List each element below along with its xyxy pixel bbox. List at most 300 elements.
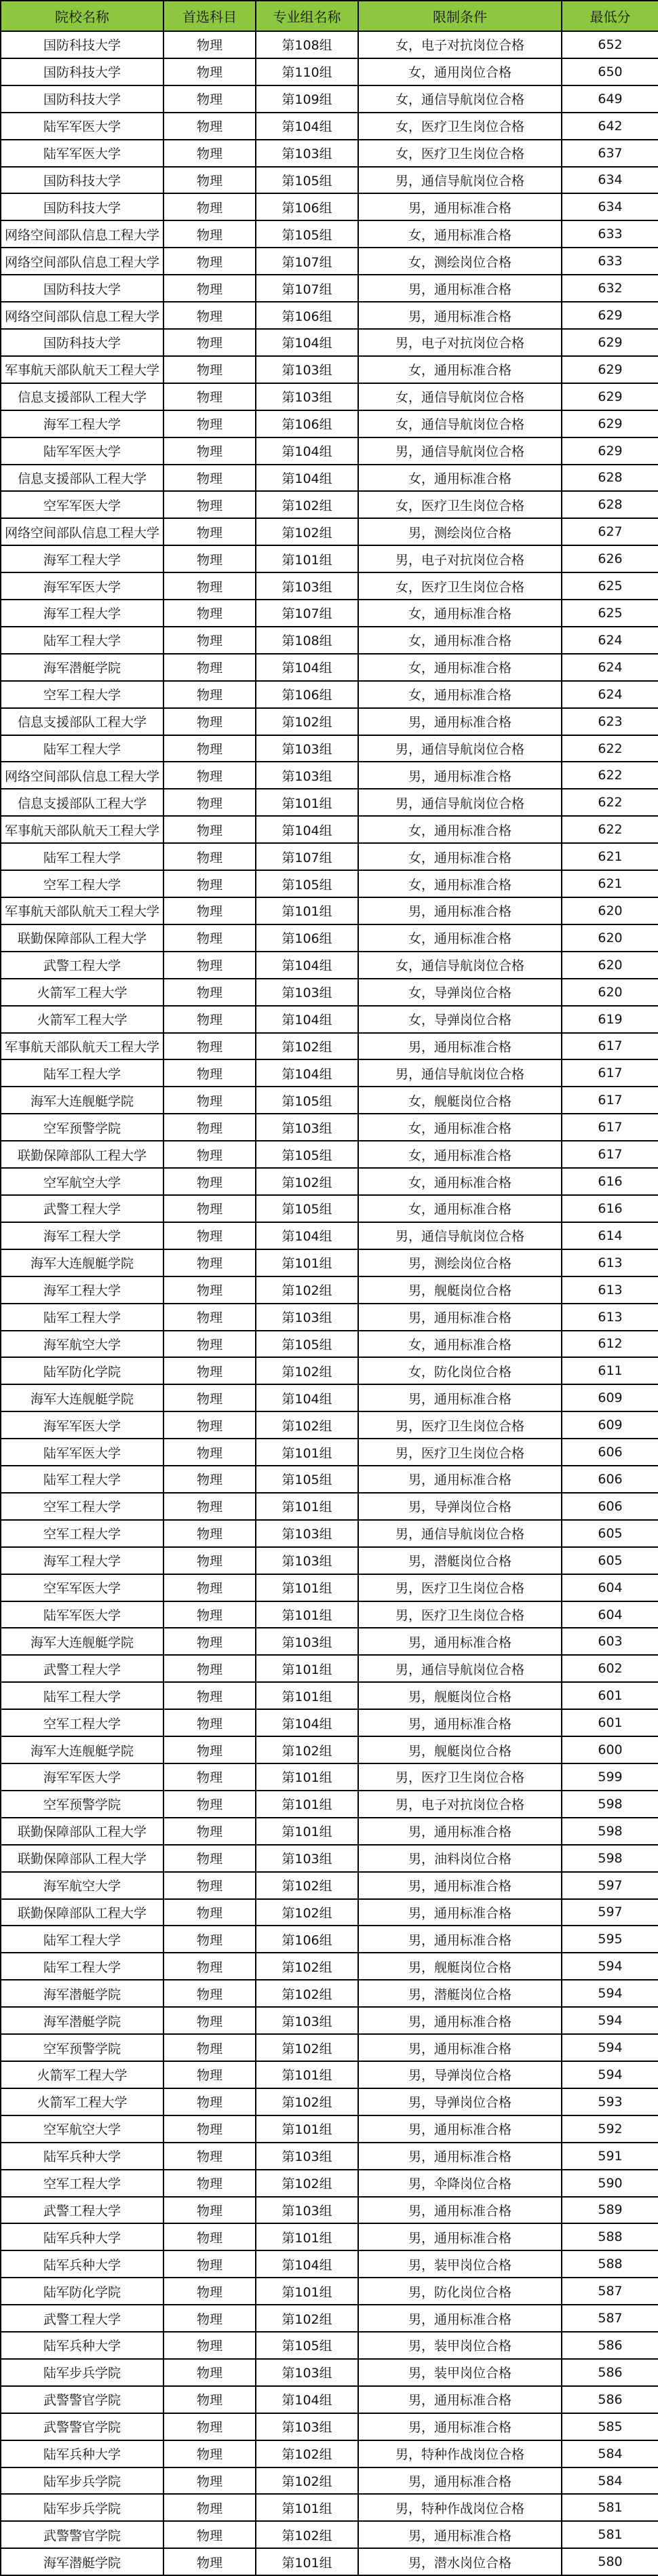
cell-condition: 女，通用标准合格	[358, 843, 562, 870]
cell-group: 第104组	[256, 2250, 358, 2278]
cell-min-score: 617	[562, 1141, 658, 1168]
table-row	[1, 1466, 658, 1493]
cell-subject: 物理	[163, 1520, 256, 1547]
cell-condition: 男，通用标准合格	[358, 897, 562, 924]
cell-group: 第101组	[256, 1791, 358, 1818]
cell-condition: 女，通用标准合格	[358, 1114, 562, 1141]
cell-subject: 物理	[163, 1059, 256, 1087]
table-row	[1, 2386, 658, 2413]
cell-school: 空军预警学院	[1, 1791, 163, 1818]
table-row	[1, 167, 658, 194]
table-row	[1, 1439, 658, 1466]
table-row	[1, 113, 658, 140]
cell-subject: 物理	[163, 1628, 256, 1655]
cell-subject: 物理	[163, 1195, 256, 1222]
cell-subject: 物理	[163, 2250, 256, 2278]
cell-condition: 女，医疗卫生岗位合格	[358, 140, 562, 167]
cell-min-score: 629	[562, 356, 658, 383]
cell-school: 网络空间部队信息工程大学	[1, 762, 163, 789]
cell-subject: 物理	[163, 816, 256, 843]
cell-condition: 女，通用标准合格	[358, 924, 562, 952]
cell-condition: 男，测绘岗位合格	[358, 1249, 562, 1276]
cell-school: 陆军兵种大学	[1, 2250, 163, 2278]
cell-group: 第102组	[256, 1872, 358, 1899]
table-body	[1, 31, 658, 2575]
cell-condition: 男，舰艇岗位合格	[358, 1953, 562, 1980]
cell-subject: 物理	[163, 2278, 256, 2305]
table-row	[1, 2413, 658, 2440]
cell-subject: 物理	[163, 58, 256, 85]
cell-group: 第107组	[256, 600, 358, 627]
cell-school: 国防科技大学	[1, 275, 163, 302]
cell-condition: 女，通用标准合格	[358, 1141, 562, 1168]
table-row	[1, 2332, 658, 2359]
cell-min-score: 625	[562, 600, 658, 627]
cell-group: 第103组	[256, 735, 358, 762]
cell-condition: 男，装甲岗位合格	[358, 2359, 562, 2386]
cell-group: 第104组	[256, 1709, 358, 1736]
cell-condition: 女，通用标准合格	[358, 870, 562, 897]
cell-condition: 女，通用标准合格	[358, 816, 562, 843]
table-row	[1, 1384, 658, 1411]
table-row	[1, 600, 658, 627]
cell-school: 空军军医大学	[1, 491, 163, 518]
cell-min-score: 591	[562, 2143, 658, 2170]
cell-subject: 物理	[163, 1493, 256, 1520]
table-row	[1, 31, 658, 58]
cell-school: 武警工程大学	[1, 2305, 163, 2332]
cell-subject: 物理	[163, 952, 256, 979]
cell-school: 海军潜艇学院	[1, 2007, 163, 2034]
table-row	[1, 465, 658, 492]
cell-min-score: 628	[562, 465, 658, 492]
cell-group: 第103组	[256, 1547, 358, 1574]
table-row	[1, 2034, 658, 2061]
cell-group: 第101组	[256, 1818, 358, 1845]
cell-condition: 女，通用标准合格	[358, 1195, 562, 1222]
cell-min-score: 620	[562, 924, 658, 952]
cell-school: 陆军军医大学	[1, 1601, 163, 1628]
cell-group: 第106组	[256, 924, 358, 952]
cell-min-score: 632	[562, 275, 658, 302]
cell-condition: 男，潜艇岗位合格	[358, 1980, 562, 2007]
cell-subject: 物理	[163, 1304, 256, 1331]
cell-school: 陆军兵种大学	[1, 2440, 163, 2467]
cell-subject: 物理	[163, 518, 256, 545]
cell-subject: 物理	[163, 870, 256, 897]
cell-group: 第103组	[256, 383, 358, 410]
cell-subject: 物理	[163, 1033, 256, 1060]
cell-condition: 男，通用标准合格	[358, 1466, 562, 1493]
cell-subject: 物理	[163, 437, 256, 465]
table-row	[1, 654, 658, 681]
table-row	[1, 545, 658, 572]
cell-subject: 物理	[163, 979, 256, 1006]
cell-min-score: 594	[562, 1953, 658, 1980]
cell-school: 陆军兵种大学	[1, 2143, 163, 2170]
cell-group: 第104组	[256, 816, 358, 843]
table-row	[1, 1087, 658, 1114]
cell-condition: 男，通用标准合格	[358, 2413, 562, 2440]
table-row	[1, 1736, 658, 1763]
table-row	[1, 789, 658, 816]
cell-min-score: 629	[562, 329, 658, 356]
table-row	[1, 248, 658, 275]
table-row	[1, 2359, 658, 2386]
cell-condition: 男，装甲岗位合格	[358, 2250, 562, 2278]
cell-group: 第103组	[256, 762, 358, 789]
cell-group: 第104组	[256, 1006, 358, 1033]
cell-school: 陆军工程大学	[1, 1926, 163, 1953]
cell-min-score: 599	[562, 1763, 658, 1791]
header-row	[1, 1, 658, 31]
cell-min-score: 624	[562, 627, 658, 654]
cell-group: 第106组	[256, 1926, 358, 1953]
cell-condition: 女，通信导航岗位合格	[358, 410, 562, 437]
cell-group: 第103组	[256, 572, 358, 600]
table-row	[1, 1331, 658, 1358]
table-row	[1, 708, 658, 735]
table-row	[1, 1791, 658, 1818]
cell-subject: 物理	[163, 2170, 256, 2197]
cell-school: 空军预警学院	[1, 2034, 163, 2061]
cell-group: 第102组	[256, 708, 358, 735]
cell-min-score: 594	[562, 2061, 658, 2088]
cell-min-score: 613	[562, 1249, 658, 1276]
cell-school: 空军航空大学	[1, 2115, 163, 2143]
cell-condition: 男，通用标准合格	[358, 2034, 562, 2061]
cell-school: 海军大连舰艇学院	[1, 1736, 163, 1763]
cell-condition: 女，通用标准合格	[358, 627, 562, 654]
cell-condition: 男，潜水岗位合格	[358, 2548, 562, 2575]
cell-min-score: 622	[562, 762, 658, 789]
cell-group: 第102组	[256, 518, 358, 545]
cell-min-score: 588	[562, 2223, 658, 2250]
cell-subject: 物理	[163, 1980, 256, 2007]
cell-group: 第101组	[256, 1439, 358, 1466]
cell-subject: 物理	[163, 2548, 256, 2575]
cell-condition: 女，通用标准合格	[358, 654, 562, 681]
cell-min-score: 623	[562, 708, 658, 735]
cell-group: 第102组	[256, 1899, 358, 1926]
cell-condition: 男，导弹岗位合格	[358, 2061, 562, 2088]
table-row	[1, 1574, 658, 1601]
cell-min-score: 601	[562, 1682, 658, 1709]
table-row	[1, 2440, 658, 2467]
cell-group: 第102组	[256, 1168, 358, 1195]
cell-min-score: 584	[562, 2440, 658, 2467]
cell-subject: 物理	[163, 2034, 256, 2061]
cell-condition: 男，通用标准合格	[358, 2305, 562, 2332]
cell-condition: 男，舰艇岗位合格	[358, 1682, 562, 1709]
table-row	[1, 356, 658, 383]
cell-group: 第105组	[256, 1087, 358, 1114]
table-row	[1, 437, 658, 465]
cell-subject: 物理	[163, 1709, 256, 1736]
cell-school: 网络空间部队信息工程大学	[1, 220, 163, 248]
cell-group: 第103组	[256, 2359, 358, 2386]
cell-group: 第103组	[256, 140, 358, 167]
cell-condition: 男，通用标准合格	[358, 2143, 562, 2170]
cell-condition: 男，通用标准合格	[358, 2521, 562, 2548]
cell-subject: 物理	[163, 1682, 256, 1709]
cell-school: 武警警官学院	[1, 2413, 163, 2440]
cell-subject: 物理	[163, 1601, 256, 1628]
table-row	[1, 193, 658, 220]
cell-subject: 物理	[163, 2115, 256, 2143]
cell-min-score: 604	[562, 1601, 658, 1628]
cell-min-score: 626	[562, 545, 658, 572]
table-row	[1, 1357, 658, 1384]
cell-school: 武警工程大学	[1, 2197, 163, 2224]
cell-subject: 物理	[163, 600, 256, 627]
table-row	[1, 952, 658, 979]
cell-condition: 女，通用标准合格	[358, 600, 562, 627]
cell-school: 军事航天部队航天工程大学	[1, 1033, 163, 1060]
cell-condition: 女，通用标准合格	[358, 681, 562, 708]
cell-school: 陆军步兵学院	[1, 2494, 163, 2521]
cell-subject: 物理	[163, 2088, 256, 2115]
cell-group: 第103组	[256, 356, 358, 383]
cell-school: 国防科技大学	[1, 58, 163, 85]
cell-group: 第101组	[256, 789, 358, 816]
cell-group: 第103组	[256, 1114, 358, 1141]
cell-subject: 物理	[163, 465, 256, 492]
cell-min-score: 597	[562, 1899, 658, 1926]
cell-group: 第102组	[256, 1411, 358, 1439]
cell-subject: 物理	[163, 708, 256, 735]
cell-condition: 男，通用标准合格	[358, 1818, 562, 1845]
table-row	[1, 2223, 658, 2250]
table-row	[1, 1899, 658, 1926]
cell-school: 信息支援部队工程大学	[1, 708, 163, 735]
cell-condition: 男，通用标准合格	[358, 762, 562, 789]
table-row	[1, 1763, 658, 1791]
cell-group: 第101组	[256, 545, 358, 572]
cell-school: 网络空间部队信息工程大学	[1, 248, 163, 275]
cell-school: 陆军工程大学	[1, 735, 163, 762]
cell-school: 海军潜艇学院	[1, 1980, 163, 2007]
table-row	[1, 1006, 658, 1033]
cell-condition: 男，通用标准合格	[358, 2386, 562, 2413]
table-row	[1, 979, 658, 1006]
cell-condition: 男，通用标准合格	[358, 193, 562, 220]
cell-group: 第103组	[256, 2007, 358, 2034]
cell-subject: 物理	[163, 1763, 256, 1791]
table-row	[1, 870, 658, 897]
cell-group: 第105组	[256, 1466, 358, 1493]
cell-school: 空军工程大学	[1, 1520, 163, 1547]
cell-group: 第102组	[256, 2305, 358, 2332]
cell-subject: 物理	[163, 1818, 256, 1845]
cell-school: 联勤保障部队工程大学	[1, 1899, 163, 1926]
cell-school: 海军工程大学	[1, 600, 163, 627]
table-row	[1, 1114, 658, 1141]
cell-subject: 物理	[163, 1384, 256, 1411]
cell-condition: 女，导弹岗位合格	[358, 1006, 562, 1033]
table-row	[1, 2115, 658, 2143]
cell-subject: 物理	[163, 2494, 256, 2521]
cell-group: 第104组	[256, 952, 358, 979]
cell-school: 武警警官学院	[1, 2521, 163, 2548]
cell-condition: 男，油料岗位合格	[358, 1845, 562, 1872]
cell-min-score: 613	[562, 1276, 658, 1304]
cell-group: 第101组	[256, 1601, 358, 1628]
cell-school: 陆军步兵学院	[1, 2359, 163, 2386]
cell-school: 陆军工程大学	[1, 843, 163, 870]
table-row	[1, 1682, 658, 1709]
table-row	[1, 2467, 658, 2495]
cell-school: 海军大连舰艇学院	[1, 1384, 163, 1411]
cell-school: 陆军军医大学	[1, 140, 163, 167]
cell-school: 信息支援部队工程大学	[1, 789, 163, 816]
cell-min-score: 605	[562, 1520, 658, 1547]
cell-min-score: 602	[562, 1655, 658, 1682]
cell-min-score: 629	[562, 437, 658, 465]
cell-min-score: 625	[562, 572, 658, 600]
cell-group: 第101组	[256, 2223, 358, 2250]
cell-group: 第102组	[256, 1033, 358, 1060]
cell-min-score: 605	[562, 1547, 658, 1574]
cell-condition: 男，医疗卫生岗位合格	[358, 1601, 562, 1628]
cell-group: 第105组	[256, 1141, 358, 1168]
table-row	[1, 2007, 658, 2034]
cell-group: 第101组	[256, 1682, 358, 1709]
table-row	[1, 1222, 658, 1249]
cell-condition: 男，通信导航岗位合格	[358, 735, 562, 762]
cell-min-score: 622	[562, 816, 658, 843]
cell-subject: 物理	[163, 1655, 256, 1682]
table-row	[1, 1195, 658, 1222]
cell-subject: 物理	[163, 572, 256, 600]
cell-subject: 物理	[163, 789, 256, 816]
cell-min-score: 614	[562, 1222, 658, 1249]
cell-condition: 男，医疗卫生岗位合格	[358, 1439, 562, 1466]
cell-group: 第101组	[256, 1249, 358, 1276]
cell-group: 第102组	[256, 2170, 358, 2197]
cell-group: 第103组	[256, 2413, 358, 2440]
table-row	[1, 1276, 658, 1304]
cell-min-score: 590	[562, 2170, 658, 2197]
cell-min-score: 617	[562, 1033, 658, 1060]
cell-group: 第101组	[256, 2278, 358, 2305]
cell-school: 国防科技大学	[1, 31, 163, 58]
cell-group: 第104组	[256, 329, 358, 356]
table-row	[1, 2548, 658, 2575]
cell-school: 陆军工程大学	[1, 1953, 163, 1980]
cell-group: 第101组	[256, 1574, 358, 1601]
cell-subject: 物理	[163, 627, 256, 654]
cell-min-score: 595	[562, 1926, 658, 1953]
cell-min-score: 586	[562, 2386, 658, 2413]
cell-school: 空军航空大学	[1, 1168, 163, 1195]
cell-group: 第103组	[256, 1304, 358, 1331]
cell-school: 武警工程大学	[1, 952, 163, 979]
table-row	[1, 1818, 658, 1845]
cell-min-score: 598	[562, 1845, 658, 1872]
cell-min-score: 585	[562, 2413, 658, 2440]
cell-subject: 物理	[163, 167, 256, 194]
cell-condition: 男，通用标准合格	[358, 1926, 562, 1953]
cell-subject: 物理	[163, 2467, 256, 2495]
cell-group: 第107组	[256, 843, 358, 870]
table-row	[1, 2278, 658, 2305]
cell-group: 第104组	[256, 2386, 358, 2413]
cell-subject: 物理	[163, 356, 256, 383]
cell-group: 第109组	[256, 85, 358, 113]
cell-min-score: 634	[562, 167, 658, 194]
cell-subject: 物理	[163, 1006, 256, 1033]
cell-school: 海军军医大学	[1, 1763, 163, 1791]
table-row	[1, 2143, 658, 2170]
table-row	[1, 1709, 658, 1736]
cell-subject: 物理	[163, 275, 256, 302]
cell-school: 网络空间部队信息工程大学	[1, 302, 163, 329]
cell-condition: 女，舰艇岗位合格	[358, 1087, 562, 1114]
cell-subject: 物理	[163, 220, 256, 248]
cell-subject: 物理	[163, 410, 256, 437]
cell-school: 联勤保障部队工程大学	[1, 1818, 163, 1845]
cell-condition: 男，舰艇岗位合格	[358, 1276, 562, 1304]
cell-school: 空军预警学院	[1, 1114, 163, 1141]
cell-school: 网络空间部队信息工程大学	[1, 518, 163, 545]
cell-group: 第104组	[256, 1222, 358, 1249]
cell-subject: 物理	[163, 248, 256, 275]
cell-min-score: 581	[562, 2521, 658, 2548]
cell-group: 第106组	[256, 302, 358, 329]
table-row	[1, 1141, 658, 1168]
cell-min-score: 620	[562, 897, 658, 924]
cell-subject: 物理	[163, 85, 256, 113]
cell-condition: 女，通用标准合格	[358, 1331, 562, 1358]
cell-condition: 男，通用标准合格	[358, 1872, 562, 1899]
cell-min-score: 620	[562, 952, 658, 979]
cell-subject: 物理	[163, 1114, 256, 1141]
cell-min-score: 642	[562, 113, 658, 140]
table-row	[1, 2494, 658, 2521]
cell-school: 空军工程大学	[1, 2170, 163, 2197]
cell-min-score: 633	[562, 248, 658, 275]
col-header-group: 专业组名称	[256, 1, 358, 31]
cell-school: 武警工程大学	[1, 1655, 163, 1682]
cell-school: 海军工程大学	[1, 1547, 163, 1574]
cell-subject: 物理	[163, 1141, 256, 1168]
table-row	[1, 1601, 658, 1628]
cell-min-score: 620	[562, 979, 658, 1006]
cell-condition: 女，通用标准合格	[358, 465, 562, 492]
cell-school: 陆军工程大学	[1, 627, 163, 654]
cell-subject: 物理	[163, 1926, 256, 1953]
cell-subject: 物理	[163, 1357, 256, 1384]
cell-min-score: 606	[562, 1493, 658, 1520]
cell-school: 国防科技大学	[1, 329, 163, 356]
cell-min-score: 633	[562, 220, 658, 248]
cell-school: 信息支援部队工程大学	[1, 465, 163, 492]
cell-condition: 男，通用标准合格	[358, 1033, 562, 1060]
cell-condition: 女，通用标准合格	[358, 1168, 562, 1195]
cell-subject: 物理	[163, 1222, 256, 1249]
cell-group: 第104组	[256, 113, 358, 140]
cell-group: 第103组	[256, 1845, 358, 1872]
cell-group: 第101组	[256, 1655, 358, 1682]
table-row	[1, 1411, 658, 1439]
cell-condition: 男，通用标准合格	[358, 1709, 562, 1736]
cell-condition: 男，通用标准合格	[358, 1628, 562, 1655]
table-row	[1, 85, 658, 113]
table-row	[1, 1628, 658, 1655]
cell-subject: 物理	[163, 1331, 256, 1358]
table-row	[1, 762, 658, 789]
